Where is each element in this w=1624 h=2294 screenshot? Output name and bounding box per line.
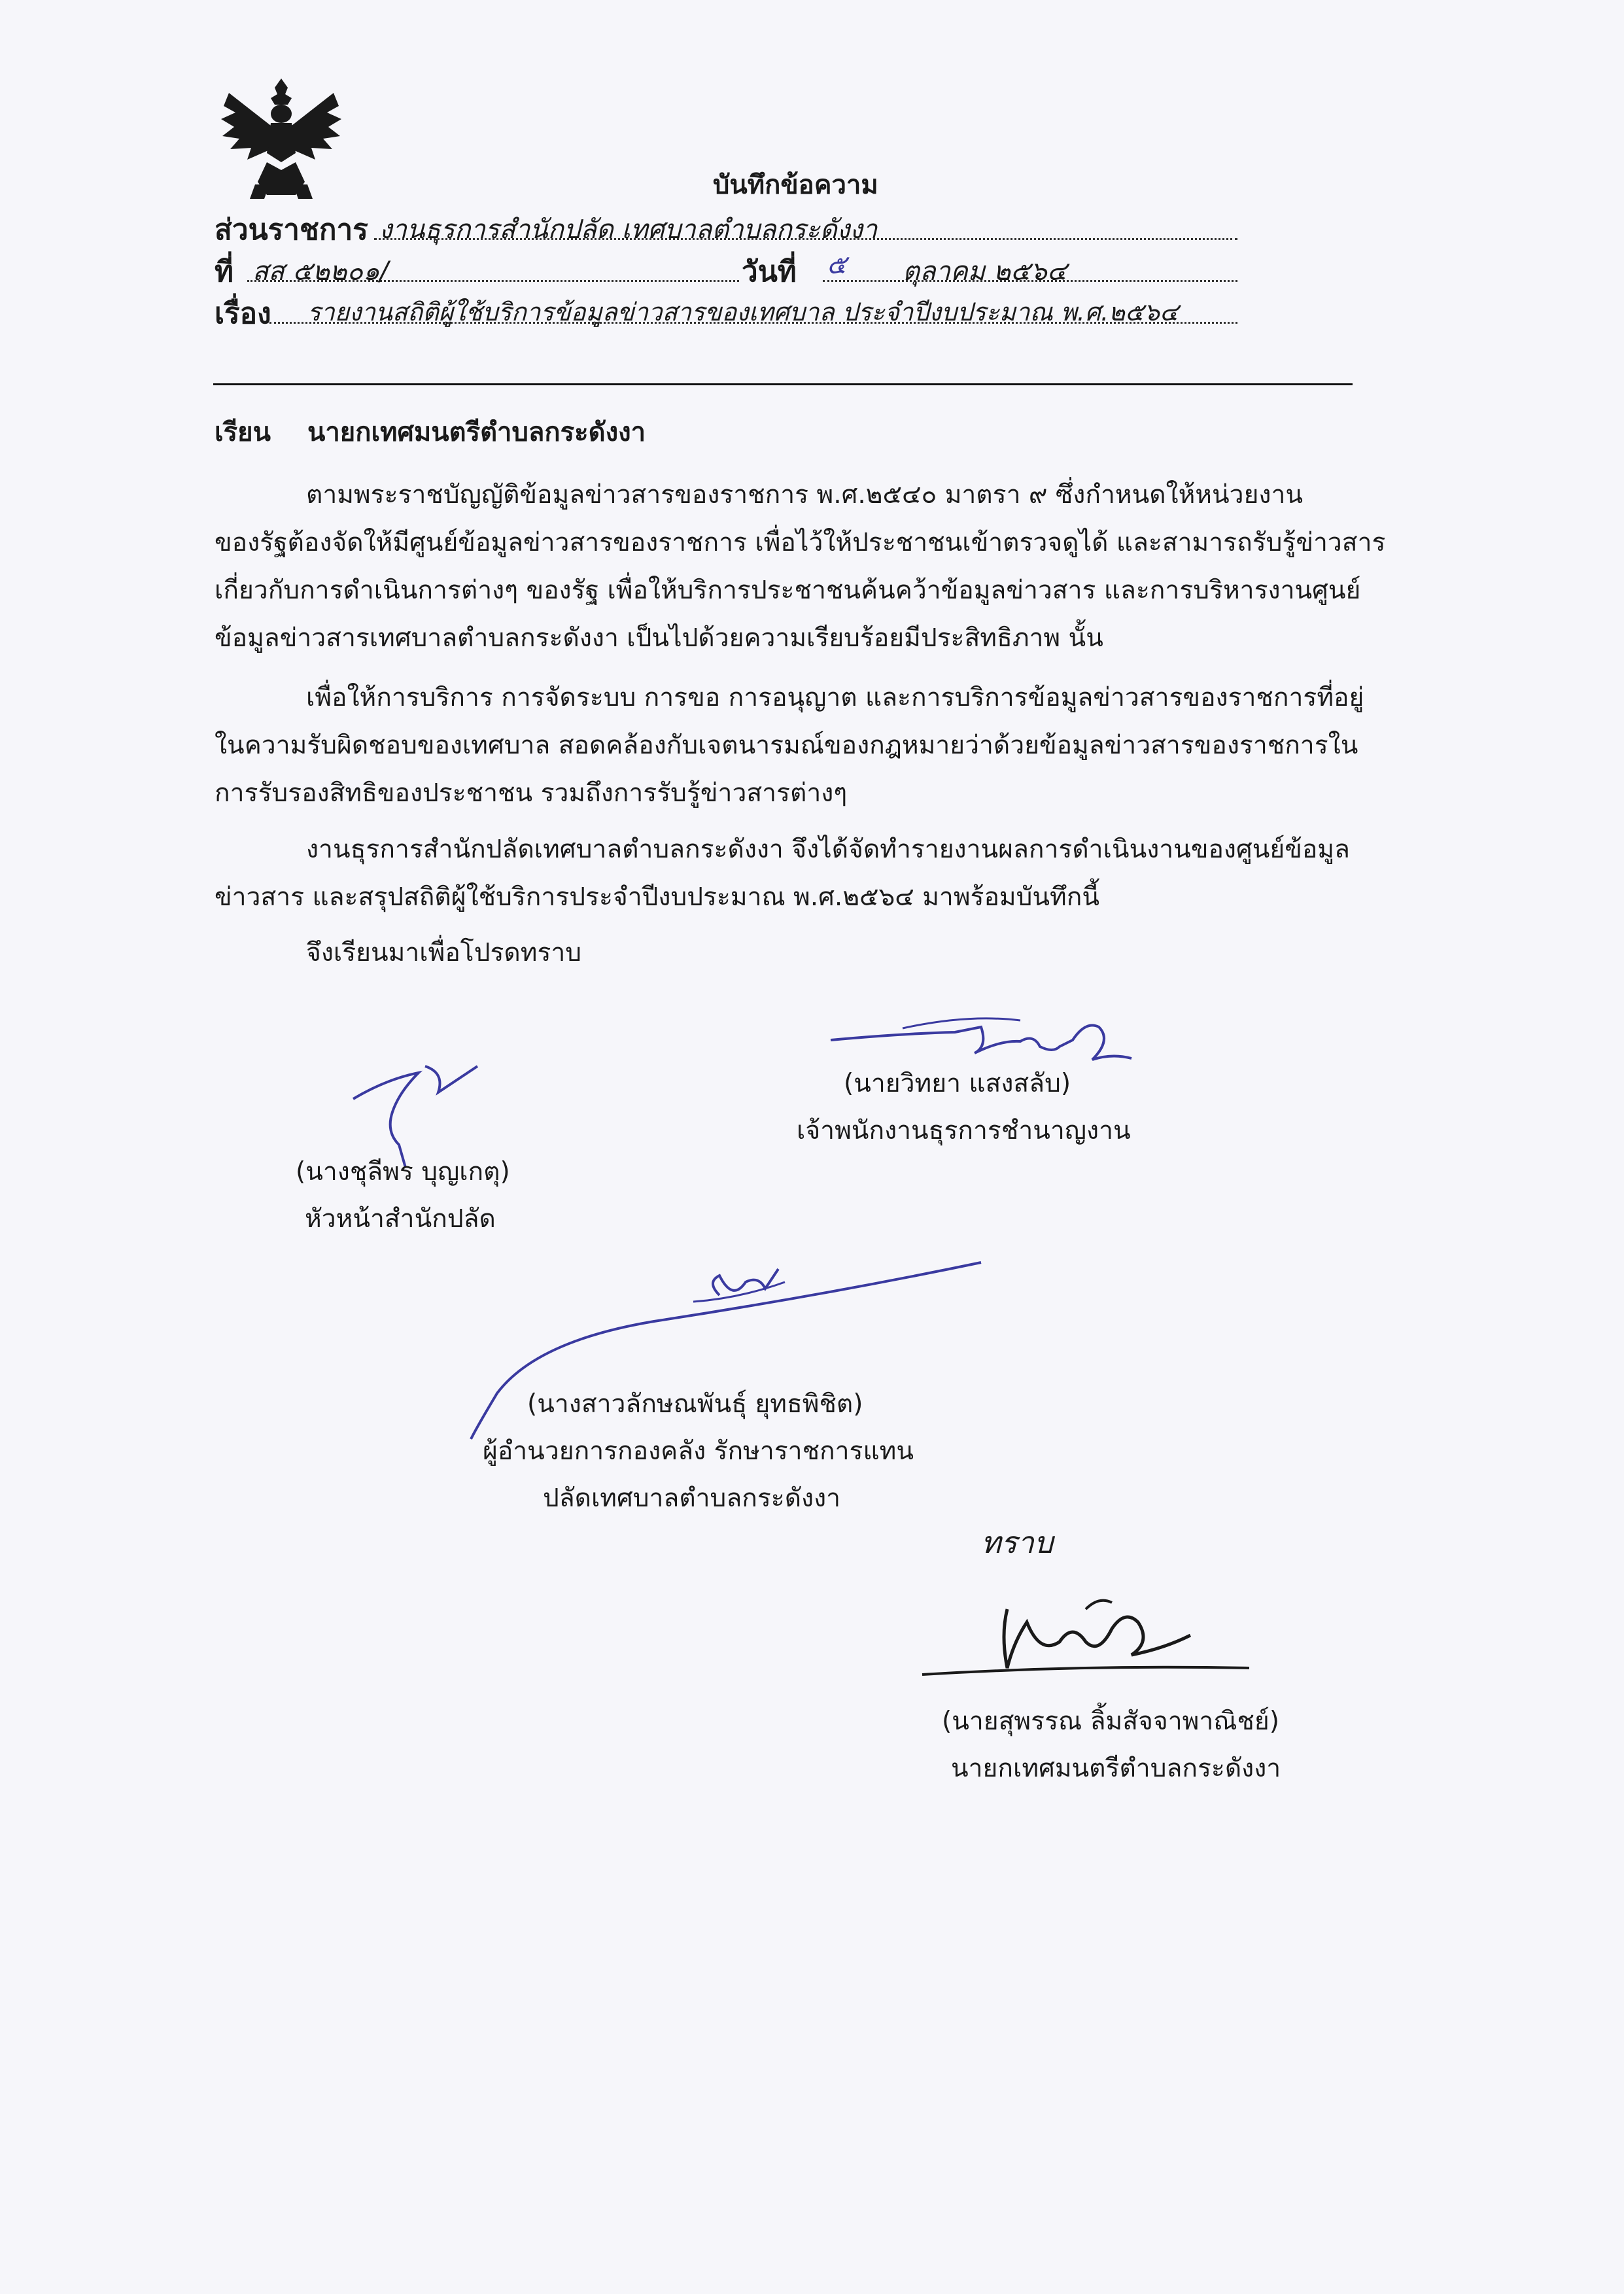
- head-title: หัวหน้าสำนักปลัด: [305, 1204, 496, 1234]
- date-value: ตุลาคม ๒๕๖๔: [903, 256, 1067, 287]
- head-name: (นางชุลีพร บุญเกตุ): [296, 1157, 510, 1187]
- paragraph-2: [215, 674, 1364, 817]
- p3-line-2: ข่าวสาร และสรุปสถิติผู้ใช้บริการประจำปีงบประมาณ พ.ศ.๒๕๖๔ มาพร้อมบันทึกนี้: [215, 882, 1100, 912]
- officer-signature-scrawl: [824, 1001, 1138, 1073]
- memo-title: บันทึกข้อความ: [713, 170, 878, 200]
- closing-line: จึงเรียนมาเพื่อโปรดทราบ: [306, 938, 582, 967]
- paragraph-3: [215, 825, 1350, 921]
- p1-line-4: ข้อมูลข่าวสารเทศบาลตำบลกระดังงา เป็นไปด้วยความเรียบร้อยมีประสิทธิภาพ นั้น: [215, 623, 1103, 653]
- agency-label: ส่วนราชการ: [215, 213, 368, 247]
- p2-line-2: ในความรับผิดชอบของเทศบาล สอดคล้องกับเจตนารมณ์ของกฎหมายว่าด้วยข้อมูลข่าวสารของราชการใน: [215, 731, 1358, 760]
- ref-label: ที่: [215, 255, 234, 288]
- p3-line-1: งานธุรการสำนักปลัดเทศบาลตำบลกระดังงา จึงได้จัดทำรายงานผลการดำเนินงานของศูนย์ข้อมูล: [306, 835, 1350, 864]
- director-title-2: ปลัดเทศบาลตำบลกระดังงา: [543, 1484, 841, 1513]
- p1-line-2: ของรัฐต้องจัดให้มีศูนย์ข้อมูลข่าวสารของราชการ เพื่อไว้ให้ประชาชนเข้าตรวจดูได้ และสามารถรับรู้ข่าวสาร: [215, 528, 1386, 557]
- salutation-value: นายกเทศมนตรีตำบลกระดังงา: [307, 417, 646, 447]
- p1-line-3: เกี่ยวกับการดำเนินการต่างๆ ของรัฐ เพื่อให้บริการประชาชนค้นคว้าข้อมูลข่าวสาร และการบริหารงานศูนย์: [215, 576, 1361, 605]
- mayor-name: (นายสุพรรณ ลิ้มสัจจาพาณิชย์): [942, 1707, 1279, 1736]
- subject-value: รายงานสถิติผู้ใช้บริการข้อมูลข่าวสารของเทศบาล ประจำปีงบประมาณ พ.ศ.๒๕๖๔: [307, 298, 1179, 326]
- officer-name: (นายวิทยา แสงสลับ): [844, 1069, 1071, 1098]
- ref-value: สส ๕๒๒๐๑/: [252, 256, 389, 287]
- officer-title: เจ้าพนักงานธุรการชำนาญงาน: [797, 1116, 1131, 1145]
- director-title-1: ผู้อำนวยการกองคลัง รักษาราชการแทน: [483, 1436, 914, 1466]
- salutation-label: เรียน: [215, 417, 271, 447]
- header-rule: [213, 383, 1353, 385]
- director-name: (นางสาวลักษณพันธุ์ ยุทธพิชิต): [527, 1389, 863, 1419]
- mayor-title: นายกเทศมนตรีตำบลกระดังงา: [951, 1754, 1281, 1783]
- mayor-signature-scrawl: [916, 1583, 1256, 1694]
- agency-value: งานธุรการสำนักปลัด เทศบาลตำบลกระดังงา: [379, 215, 878, 245]
- date-day-handwritten: ๕: [827, 250, 847, 280]
- p1-line-1: ตามพระราชบัญญัติข้อมูลข่าวสารของราชการ พ.ศ.๒๕๔๐ มาตรา ๙ ซึ่งกำหนดให้หน่วยงาน: [306, 480, 1304, 510]
- approval-note-handwritten: ทราบ: [981, 1525, 1054, 1560]
- paragraph-1: [215, 471, 1385, 662]
- subject-label: เรื่อง: [215, 297, 271, 330]
- p2-line-1: เพื่อให้การบริการ การจัดระบบ การขอ การอนุญาต และการบริการข้อมูลข่าวสารของราชการที่อยู่: [306, 683, 1364, 712]
- p2-line-3: การรับรองสิทธิของประชาชน รวมถึงการรับรู้ข่าวสารต่างๆ: [215, 778, 848, 808]
- date-label: วันที่: [742, 255, 797, 288]
- garuda-emblem-icon: [216, 73, 347, 204]
